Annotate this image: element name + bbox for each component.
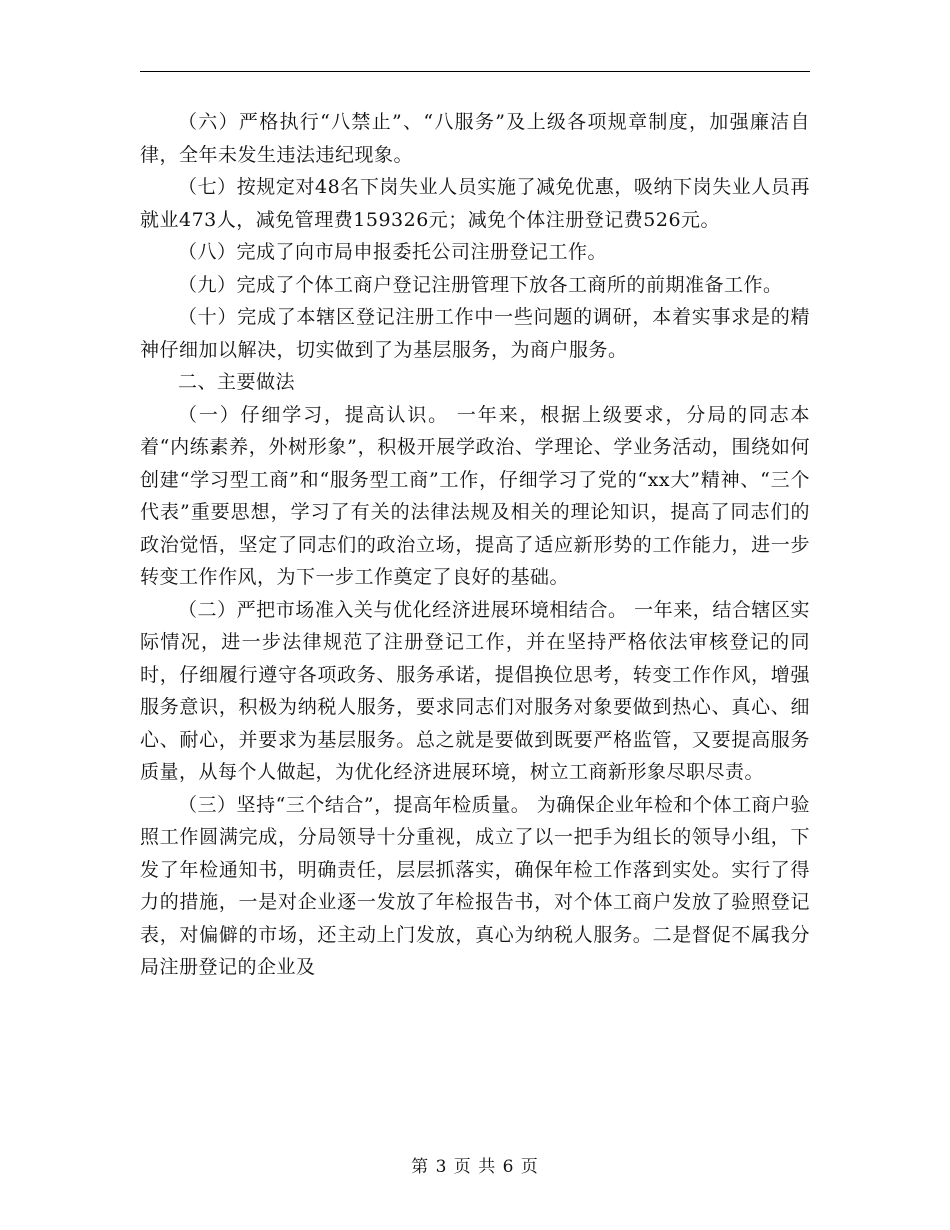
paragraph-method-2: （二）严把市场准入关与优化经济进展环境相结合。 一年来，结合辖区实际情况，进一步法律规范了注册登记工作，并在坚持严格依法审核登记的同时，仔细履行遵守各项政务、服务承诺，提倡换位思考，转变工作作风，增强服务意识，积极为纳税人服务，要求同志们对服务对象要做到热心、真心、细心、耐心，并要求为基层服务。总之就是要做到既要严格监管，又要提高服务质量，从每个人做起，为优化经济进展环境，树立工商新形象尽职尽责。 xyxy=(140,598,810,783)
paragraph-item-7: （七）按规定对48名下岗失业人员实施了减免优惠，吸纳下岗失业人员再就业473人，减免管理费159326元；减免个体注册登记费526元。 xyxy=(140,176,810,231)
header-rule xyxy=(140,71,810,72)
section-heading-main-methods: 二、主要做法 xyxy=(178,371,296,393)
paragraph-item-6: （六）严格执行“八禁止”、“八服务”及上级各项规章制度，加强廉洁自律，全年未发生违法违纪现象。 xyxy=(140,111,810,166)
paragraph-item-10: （十）完成了本辖区登记注册工作中一些问题的调研，本着实事求是的精神仔细加以解决，切实做到了为基层服务，为商户服务。 xyxy=(140,306,810,361)
paragraph-item-8: （八）完成了向市局申报委托公司注册登记工作。 xyxy=(178,241,608,263)
page-number: 第 3 页 共 6 页 xyxy=(411,1157,539,1177)
paragraph-method-3: （三）坚持“三个结合”，提高年检质量。 为确保企业年检和个体工商户验照工作圆满完成，分局领导十分重视，成立了以一把手为组长的领导小组，下发了年检通知书，明确责任，层层抓落实，确保年检工作落到实处。实行了得力的措施，一是对企业逐一发放了年检报告书，对个体工商户发放了验照登记表，对偏僻的市场，还主动上门发放，真心为纳税人服务。二是督促不属我分局注册登记的企业及 xyxy=(140,793,810,978)
paragraph-item-9: （九）完成了个体工商户登记注册管理下放各工商所的前期准备工作。 xyxy=(178,273,783,296)
document-body xyxy=(140,106,810,984)
paragraph-method-1: （一）仔细学习，提高认识。 一年来，根据上级要求，分局的同志本着“内练素养，外树形象”，积极开展学政治、学理论、学业务活动，围绕如何创建“学习型工商”和“服务型工商”工作，仔细学习了党的“xx大”精神、“三个代表”重要思想，学习了有关的法律法规及相关的理论知识，提高了同志们的政治觉悟，坚定了同志们的政治立场，提高了适应新形势的工作能力，进一步转变工作作风，为下一步工作奠定了良好的基础。 xyxy=(140,403,810,588)
